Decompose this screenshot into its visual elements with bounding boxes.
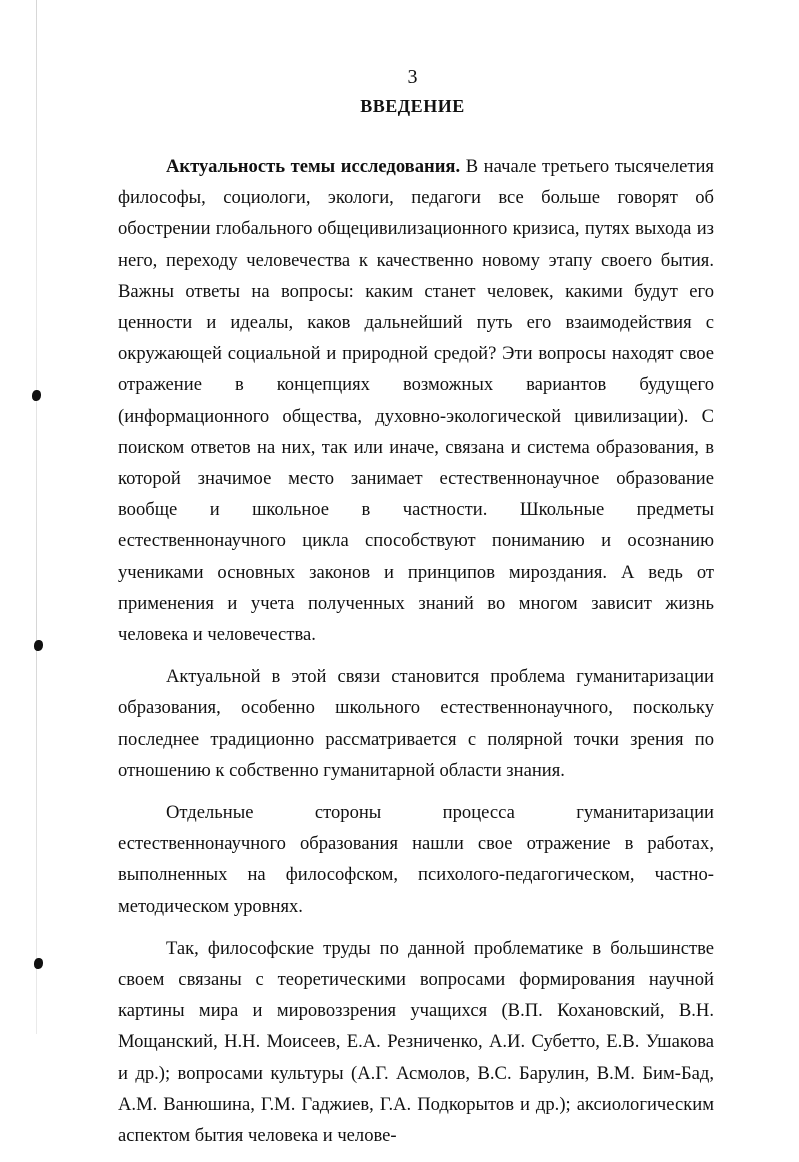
paragraph-text: Отдельные стороны процесса гуманитаризации естественнонаучного образования нашли свое отражение в работах, выполненных на философском, психолого-педагогическом, частно-методическом уровнях. — [118, 802, 714, 917]
paragraph-lead: Актуальность темы исследования. — [166, 156, 461, 177]
document-body — [118, 151, 714, 1162]
paragraph-text: Актуальной в этой связи становится проблема гуманитаризации образования, особенно школьного естественнонаучного, поскольку последнее традиционно рассматривается с полярной точки зрения по отношению к собственно гуманитарной области знания. — [118, 666, 714, 781]
scan-margin-line — [36, 0, 37, 1034]
paragraph — [118, 661, 714, 786]
paragraph-text: Так, философские труды по данной проблематике в большинстве своем связаны с теоретическими вопросами формирования научной картины мира и мировоззрения учащихся (В.П. Кохановский, В.Н. Мощанский, Н.Н. Моисеев, Е.А. Резниченко, А.И. Субетто, Е.В. Ушакова и др.); вопросами культуры (А.Г. Асмолов, В.С. Барулин, В.М. Бим-Бад, А.М. Ванюшина, Г.М. Гаджиев, Г.А. Подкорытов и др.); аксиологическим аспектом бытия человека и челове- — [118, 937, 714, 1147]
paragraph — [118, 151, 714, 650]
binding-hole-mark — [34, 958, 43, 969]
section-heading: ВВЕДЕНИЕ — [360, 96, 465, 116]
binding-hole-mark — [32, 390, 41, 401]
paragraph-text: В начале третьего тысячелетия философы, социологи, экологи, педагоги все больше говорят об обострении глобального общецивилизационного кризиса, путях выхода из него, переходу человечества к качественно новому этапу своего бытия. Важны ответы на вопросы: каким станет человек, какими будут его ценности и идеалы, каков дальнейший путь его взаимодействия с окружающей социальной и природной средой? Эти вопросы находят свое отражение в концепциях возможных вариантов будущего (информационного общества, духовно-экологической цивилизации). С поиском ответов на них, так или иначе, связана и система образования, в которой значимое место занимает естественнонаучное образование вообще и школьное в частности. Школьные предметы естественнонаучного цикла способствуют пониманию и осознанию учениками основных законов и принципов мироздания. А ведь от применения и учета полученных знаний во многом зависит жизнь человека и человечества. — [118, 156, 714, 646]
binding-hole-mark — [34, 640, 43, 651]
page-number: 3 — [407, 66, 418, 88]
paragraph — [118, 933, 714, 1151]
paragraph — [118, 797, 714, 922]
